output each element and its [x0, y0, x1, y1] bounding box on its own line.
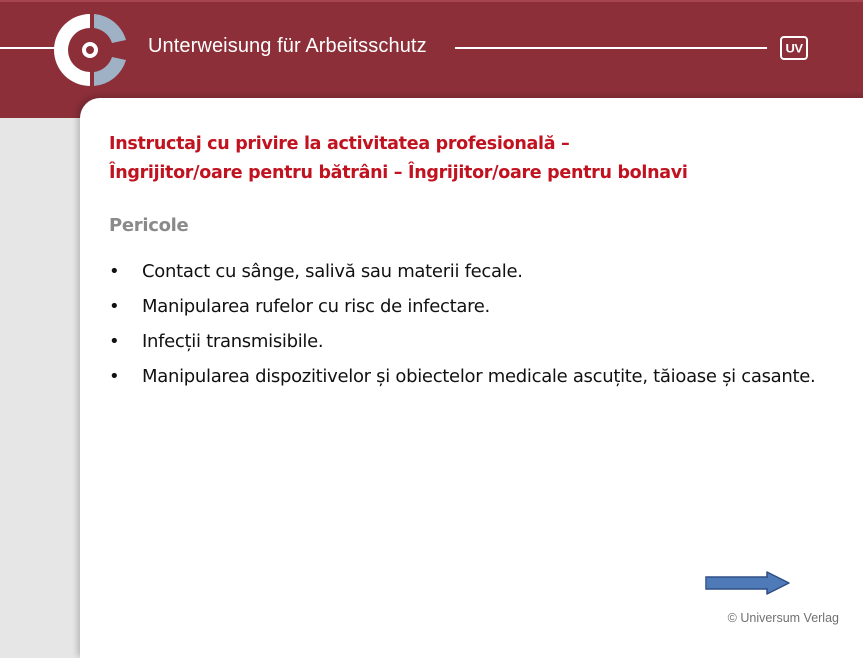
list-item	[109, 363, 829, 390]
next-slide-button[interactable]	[705, 569, 791, 597]
list-item-text: Manipularea dispozitivelor și obiectelor medicale ascuțite, tăioase și casante.	[142, 366, 816, 387]
list-item-text: Manipularea rufelor cu risc de infectare.	[142, 296, 490, 317]
header-title: Unterweisung für Arbeitsschutz	[148, 35, 427, 57]
copyright-text: © Universum Verlag	[727, 611, 839, 625]
header-top-border	[0, 0, 863, 2]
right-arrow-icon[interactable]	[706, 572, 789, 594]
list-item	[109, 328, 829, 355]
circle-logo-icon	[46, 8, 134, 92]
bullet-icon: •	[109, 331, 120, 352]
slide-title	[109, 130, 688, 188]
header-divider-right	[455, 47, 767, 49]
list-item-text: Infecții transmisibile.	[142, 331, 324, 352]
slide-title-line-1: Instructaj cu privire la activitatea profesională –	[109, 134, 570, 154]
section-heading: Pericole	[109, 215, 189, 236]
bullet-icon: •	[109, 261, 120, 282]
list-item	[109, 293, 829, 320]
slide-title-line-2: Îngrijitor/oare pentru bătrâni – Îngrijitor/oare pentru bolnavi	[109, 163, 688, 183]
list-item	[109, 258, 829, 285]
uv-brand-logo	[780, 36, 808, 60]
list-item-text: Contact cu sânge, salivă sau materii fecale.	[142, 261, 523, 282]
bullet-icon: •	[109, 366, 120, 387]
uv-brand-text: UV	[785, 41, 803, 56]
bullet-icon: •	[109, 296, 120, 317]
hazard-list	[109, 258, 829, 398]
